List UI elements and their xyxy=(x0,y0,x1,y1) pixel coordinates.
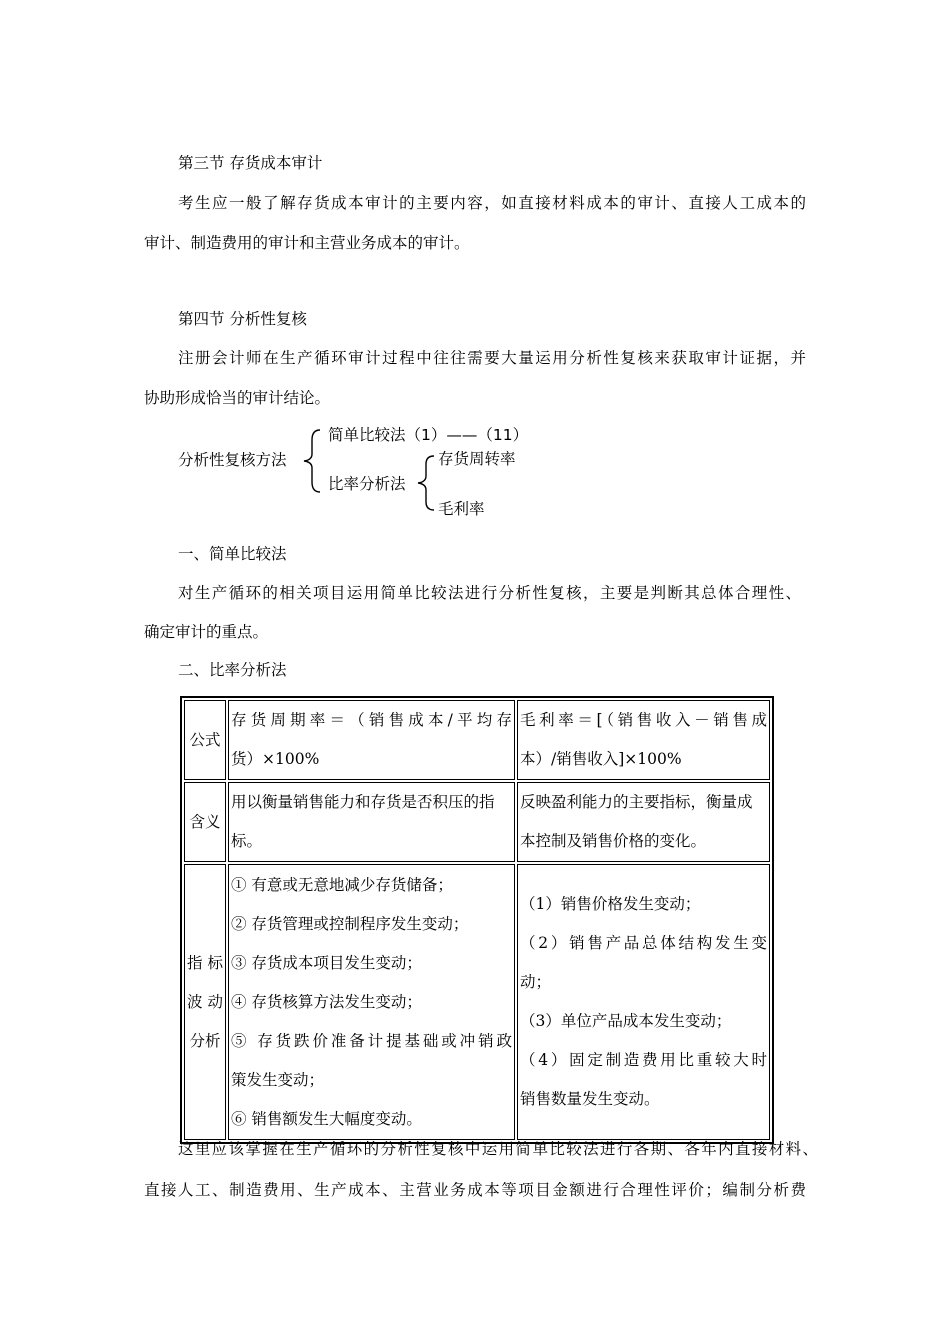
closing-paragraph-line-1: 这里应该掌握在生产循环的分析性复核中运用简单比较法进行各期、各年内直接材料、 xyxy=(178,1140,818,1158)
diagram-leaf-gross-margin: 毛利率 xyxy=(438,500,485,518)
meaning-inventory-line-2: 标。 xyxy=(231,832,263,850)
formula-label: 公式 xyxy=(189,730,221,749)
list-item: ⑤ 存货跌价准备计提基础或冲销政 xyxy=(231,1031,512,1050)
table-row-meaning xyxy=(184,782,770,862)
meaning-label: 含义 xyxy=(189,812,221,831)
section-heading-3: 第三节 存货成本审计 xyxy=(178,154,323,172)
meaning-cell-gross-margin xyxy=(517,782,770,862)
ratio-analysis-table xyxy=(180,696,774,1144)
list-item: ④ 存货核算方法发生变动； xyxy=(231,992,422,1011)
section3-paragraph-line-1: 考生应一般了解存货成本审计的主要内容，如直接材料成本的审计、直接人工成本的 xyxy=(178,194,806,212)
list-item: ③ 存货成本项目发生变动； xyxy=(231,953,422,972)
closing-paragraph-line-2: 直接人工、制造费用、生产成本、主营业务成本等项目金额进行合理性评价；编制分析费 xyxy=(144,1181,806,1199)
variance-label-line-1: 指 标 xyxy=(187,953,223,972)
meaning-cell-inventory xyxy=(228,782,515,862)
diagram-leaf-inventory-turnover: 存货周转率 xyxy=(438,450,516,468)
variance-label-cell xyxy=(184,864,226,1140)
list-item: 策发生变动； xyxy=(231,1070,325,1089)
table-row-formula xyxy=(184,700,770,780)
section4-paragraph-line-1: 注册会计师在生产循环审计过程中往往需要大量运用分析性复核来获取审计证据，并 xyxy=(178,349,806,367)
formula-cell-inventory xyxy=(228,700,515,780)
meaning-gross-margin-line-2: 本控制及销售价格的变化。 xyxy=(520,832,707,850)
part1-paragraph-line-1: 对生产循环的相关项目运用简单比较法进行分析性复核，主要是判断其总体合理性、 xyxy=(178,584,801,602)
part1-heading: 一、简单比较法 xyxy=(178,545,287,563)
variance-label-line-3: 分析 xyxy=(189,1031,221,1050)
list-item: 销售数量发生变动。 xyxy=(520,1090,660,1108)
formula-label-cell xyxy=(184,700,226,780)
diagram-brace-1 xyxy=(298,426,328,496)
meaning-gross-margin-line-1: 反映盈利能力的主要指标，衡量成 xyxy=(520,793,753,811)
diagram-branch-ratio-analysis: 比率分析法 xyxy=(328,475,406,493)
part2-heading: 二、比率分析法 xyxy=(178,661,287,679)
section4-paragraph-line-2: 协助形成恰当的审计结论。 xyxy=(144,389,331,407)
variance-cell-inventory xyxy=(228,864,515,1140)
meaning-label-cell xyxy=(184,782,226,862)
part1-paragraph-line-2: 确定审计的重点。 xyxy=(144,623,269,641)
variance-cell-gross-margin xyxy=(517,864,770,1140)
list-item: （2）销售产品总体结构发生变 xyxy=(520,934,767,952)
diagram-brace-2 xyxy=(412,452,440,514)
list-item: ① 有意或无意地减少存货储备； xyxy=(231,875,453,894)
formula-gross-margin-line-2: 本）/销售收入]×100% xyxy=(520,750,682,768)
formula-inventory-line-1: 存货周期率＝（销售成本/平均存 xyxy=(231,711,512,729)
list-item: ⑥ 销售额发生大幅度变动。 xyxy=(231,1109,422,1128)
diagram-root-label: 分析性复核方法 xyxy=(178,451,287,469)
table-row-variance-analysis xyxy=(184,864,770,1140)
list-item: （3）单位产品成本发生变动； xyxy=(520,1012,732,1030)
list-item: （4）固定制造费用比重较大时 xyxy=(520,1051,767,1069)
variance-label-line-2: 波 动 xyxy=(187,992,223,1011)
formula-inventory-line-2: 货）×100% xyxy=(231,750,320,768)
formula-cell-gross-margin xyxy=(517,700,770,780)
list-item: 动； xyxy=(520,973,552,991)
list-item: （1）销售价格发生变动； xyxy=(520,895,701,913)
list-item: ② 存货管理或控制程序发生变动； xyxy=(231,914,469,933)
section-heading-4: 第四节 分析性复核 xyxy=(178,310,307,328)
meaning-inventory-line-1: 用以衡量销售能力和存货是否积压的指 xyxy=(231,793,495,811)
formula-gross-margin-line-1: 毛利率＝[（销售收入－销售成 xyxy=(520,711,767,729)
section3-paragraph-line-2: 审计、制造费用的审计和主营业务成本的审计。 xyxy=(144,234,470,252)
diagram-branch-simple-comparison: 简单比较法（1）——（11） xyxy=(328,426,529,444)
